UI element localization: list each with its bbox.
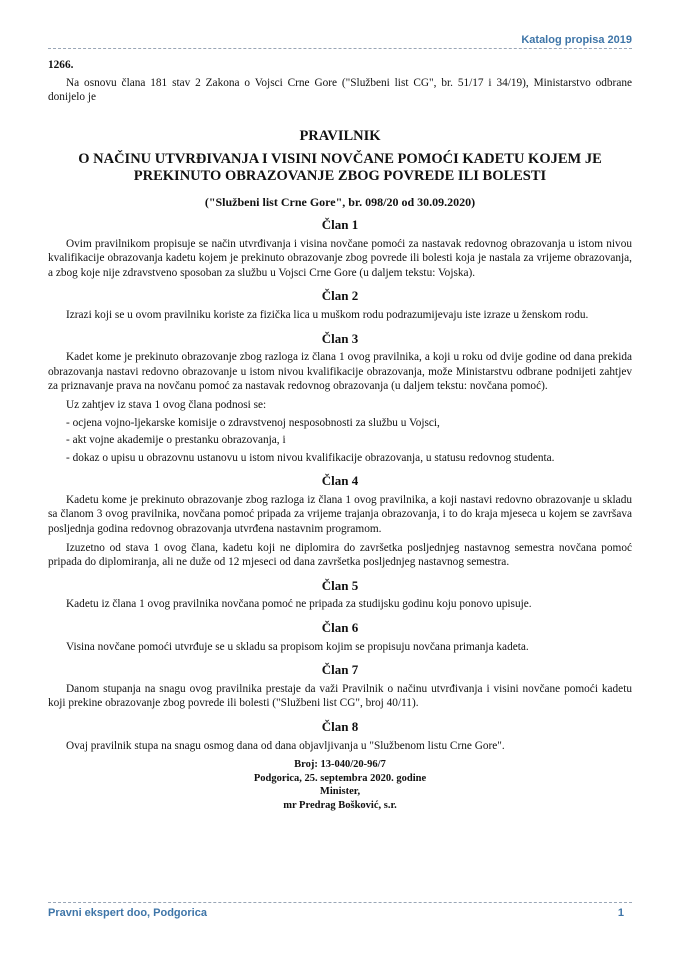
preamble: Na osnovu člana 181 stav 2 Zakona o Vojsci Crne Gore ("Službeni list CG", br. 51/17 i 34/19), Ministarstvo odbrane donijelo je: [48, 76, 632, 104]
catalog-header: Katalog propisa 2019: [48, 34, 632, 49]
article-3-list-item: - ocjena vojno-ljekarske komisije o zdravstvenoj nesposobnosti za službu u Vojsci,: [66, 416, 440, 429]
article-7-paragraph: Danom stupanja na snagu ovog pravilnika prestaje da važi Pravilnik o načinu utvrđivanja i visini novčane pomoći kadetu koji prekine obrazovanje zbog povrede ili bolesti ("Službeni list CG", broj 40/11).: [48, 682, 632, 710]
article-5-heading: Član 5: [321, 577, 359, 593]
article-6-paragraph: Visina novčane pomoći utvrđuje se u skladu sa propisom kojim se propisuju novčana primanja kadeta.: [66, 640, 529, 653]
article-7-heading: Član 7: [321, 662, 359, 678]
article-5-paragraph: Kadetu iz člana 1 ovog pravilnika novčana pomoć ne pripada za studijsku godinu koju ponovo upisuje.: [66, 598, 532, 611]
page-number: 1: [617, 907, 624, 919]
signature-name: mr Predrag Bošković, s.r.: [283, 799, 397, 811]
article-3-heading: Član 3: [321, 330, 359, 346]
article-3-list-item: - akt vojne akademije o prestanku obrazovanja, i: [66, 434, 286, 447]
signature-number: Broj: 13-040/20-96/7: [294, 759, 386, 771]
gazette-reference: ("Službeni list Crne Gore", br. 098/20 od 30.09.2020): [204, 195, 476, 210]
page-footer: [48, 902, 632, 919]
footer-publisher: Pravni ekspert doo, Podgorica: [48, 907, 207, 919]
article-8-heading: Član 8: [321, 719, 359, 734]
document-subtitle: O NAČINU UTVRĐIVANJA I VISINI NOVČANE POMOĆI KADETU KOJEM JE PREKINUTO OBRAZOVANJE ZBOG POVREDE ILI BOLESTI: [78, 151, 602, 185]
article-8-paragraph: Ovaj pravilnik stupa na snagu osmog dana od dana objavljivanja u "Službenom listu Crne Gore".: [66, 739, 505, 752]
article-3-paragraph-1: Kadet kome je prekinuto obrazovanje zbog razloga iz člana 1 ovog pravilnika, a koji u roku od dvije godine od dana prekida obrazovanja nastavi redovno obrazovanje u istom nivou kvalifikacije obrazovanja, može Ministarstvu odbrane podnijeti zahtjev za priznavanje prava na novčanu pomoć za nastavak redovnog obrazovanja (u daljem tekstu: novčana pomoć).: [48, 351, 632, 393]
article-3-list-item: - dokaz o upisu u obrazovnu ustanovu u istom nivou kvalifikacije obrazovanja, u statusu redovnog studenta.: [66, 451, 555, 464]
signature-place-date: Podgorica, 25. septembra 2020. godine: [253, 772, 427, 784]
article-1-paragraph: Ovim pravilnikom propisuje se način utvrđivanja i visina novčane pomoći za nastavak redovnog obrazovanja u istom nivou kvalifikacije obrazovanja kadetu kojem je prekinuto obrazovanje zbog povrede ili bolesti koja je nastala za vrijeme obrazovanja, a zbog koje nije zdravstveno sposoban za službu u Vojsci Crne Gore (u daljem tekstu: Vojska).: [48, 237, 632, 279]
article-4-heading: Član 4: [321, 473, 359, 489]
document-title: PRAVILNIK: [299, 127, 381, 144]
article-3-paragraph-2: Uz zahtjev iz stava 1 ovog člana podnosi se:: [66, 398, 267, 411]
article-4-paragraph-1: Kadetu kome je prekinuto obrazovanje zbog razloga iz člana 1 ovog pravilnika, a koji nastavi redovno obrazovanje u skladu sa članom 3 ovog pravilnika, novčana pomoć pripada za vrijeme trajanja obrazovanja, i to do kraja mjeseca u kojem se završava posljednja godina redovnog obrazovanja utvrđena nastavnim programom.: [48, 493, 632, 536]
document-body: [48, 58, 632, 813]
article-2-heading: Član 2: [321, 288, 359, 304]
article-4-paragraph-2: Izuzetno od stava 1 ovog člana, kadetu koji ne diplomira do završetka posljednjeg nastavnog semestra novčana pomoć pripada do diplomiranja, ali ne duže od 12 mjeseci od dana završetka posljednjeg nastavnog semestra.: [48, 541, 632, 569]
article-1-heading: Član 1: [321, 216, 359, 232]
article-6-heading: Član 6: [321, 620, 359, 636]
signature-role: Minister,: [319, 786, 361, 798]
document-number: 1266.: [48, 59, 74, 71]
article-2-paragraph: Izrazi koji se u ovom pravilniku koriste za fizička lica u muškom rodu podrazumijevaju iste izraze u ženskom rodu.: [66, 308, 589, 321]
